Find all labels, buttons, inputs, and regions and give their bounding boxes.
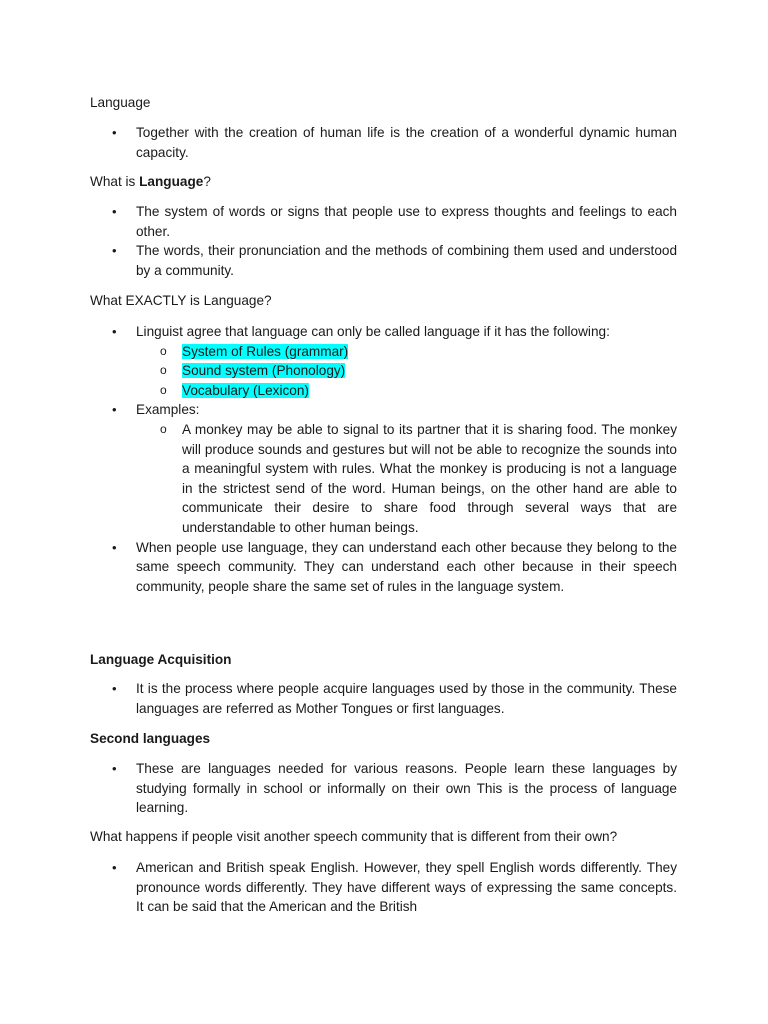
heading-second-languages: Second languages — [90, 731, 211, 746]
bullet-icon: • — [112, 761, 117, 776]
list-item — [90, 400, 677, 537]
question-suffix: ? — [203, 174, 211, 189]
list-item-text: It is the process where people acquire languages used by those in the community. These languages are referred as Mother Tongues or first languages. — [136, 681, 677, 716]
question-prefix: What is — [90, 174, 140, 189]
highlighted-feature: Sound system (Phonology) — [182, 363, 346, 379]
sublist-item — [92, 381, 677, 401]
example-text: A monkey may be able to signal to its partner that it is sharing food. The monkey will produce sounds and gestures but will not be able to recognize the sounds into a meaningful system with rules. What the monkey is producing is not a language in the strictest send of the word. Human beings, on the other hand are able to communicate their desire to share food through several ways that are understandable to other human beings. — [182, 421, 677, 535]
bullet-icon: • — [112, 539, 117, 555]
document-title: Language — [90, 95, 151, 110]
question-bold-term: Language — [139, 174, 204, 189]
list-item-text: Linguist agree that language can only be called language if it has the following: — [136, 324, 610, 339]
highlighted-feature: Vocabulary (Lexicon) — [182, 382, 309, 398]
question-what-exactly: What EXACTLY is Language? — [90, 293, 272, 308]
bullet-icon: • — [112, 324, 117, 339]
list-item — [90, 679, 677, 718]
list-item — [90, 322, 677, 400]
acquisition-list — [90, 679, 677, 718]
heading-language-acquisition: Language Acquisition — [90, 652, 232, 667]
sublist-item — [92, 361, 677, 381]
circle-bullet-icon: o — [160, 363, 167, 378]
bullet-icon: • — [112, 681, 117, 696]
sublist-item — [92, 342, 677, 362]
list-item-text: American and British speak English. However, they spell English words differently. They pronounce words differently. They have different ways of expressing the same concepts. It can be said that the American and the British — [136, 860, 677, 915]
circle-bullet-icon: o — [160, 343, 167, 358]
feature-sublist — [136, 342, 677, 401]
list-item — [90, 538, 677, 597]
examples-sublist — [136, 420, 677, 538]
list-item-text: These are languages needed for various reasons. People learn these languages by studying formally in school or informally on their own This is the process of language learning. — [136, 761, 677, 816]
bullet-icon: • — [112, 860, 117, 875]
list-item — [90, 858, 677, 917]
second-languages-list — [90, 759, 677, 818]
bullet-icon: • — [112, 243, 117, 259]
highlighted-feature: System of Rules (grammar) — [182, 343, 349, 359]
intro-list — [90, 123, 677, 162]
visit-list — [90, 858, 677, 917]
sublist-item — [92, 420, 677, 538]
circle-bullet-icon: o — [160, 421, 167, 436]
list-item — [90, 123, 677, 162]
list-item-text: The words, their pronunciation and the methods of combining them used and understood by a community. — [136, 243, 677, 278]
definition-list — [90, 202, 677, 280]
list-item-text: Examples: — [136, 402, 200, 418]
bullet-icon: • — [112, 125, 117, 140]
list-item-text: Together with the creation of human life is the creation of a wonderful dynamic human capacity. — [136, 125, 677, 160]
list-item — [90, 241, 677, 280]
list-item — [90, 759, 677, 818]
list-item-text: When people use language, they can understand each other because they belong to the same speech community. They can understand each other because in their speech community, people share the same set of rules in the language system. — [136, 539, 677, 594]
list-item — [90, 202, 677, 241]
question-what-is-language — [90, 172, 680, 192]
bullet-icon: • — [112, 402, 117, 418]
circle-bullet-icon: o — [160, 382, 167, 397]
exactly-list — [90, 322, 677, 596]
list-item-text: The system of words or signs that people use to express thoughts and feelings to each other. — [136, 204, 677, 239]
question-visit-community: What happens if people visit another speech community that is different from their own? — [90, 829, 618, 844]
bullet-icon: • — [112, 204, 117, 219]
